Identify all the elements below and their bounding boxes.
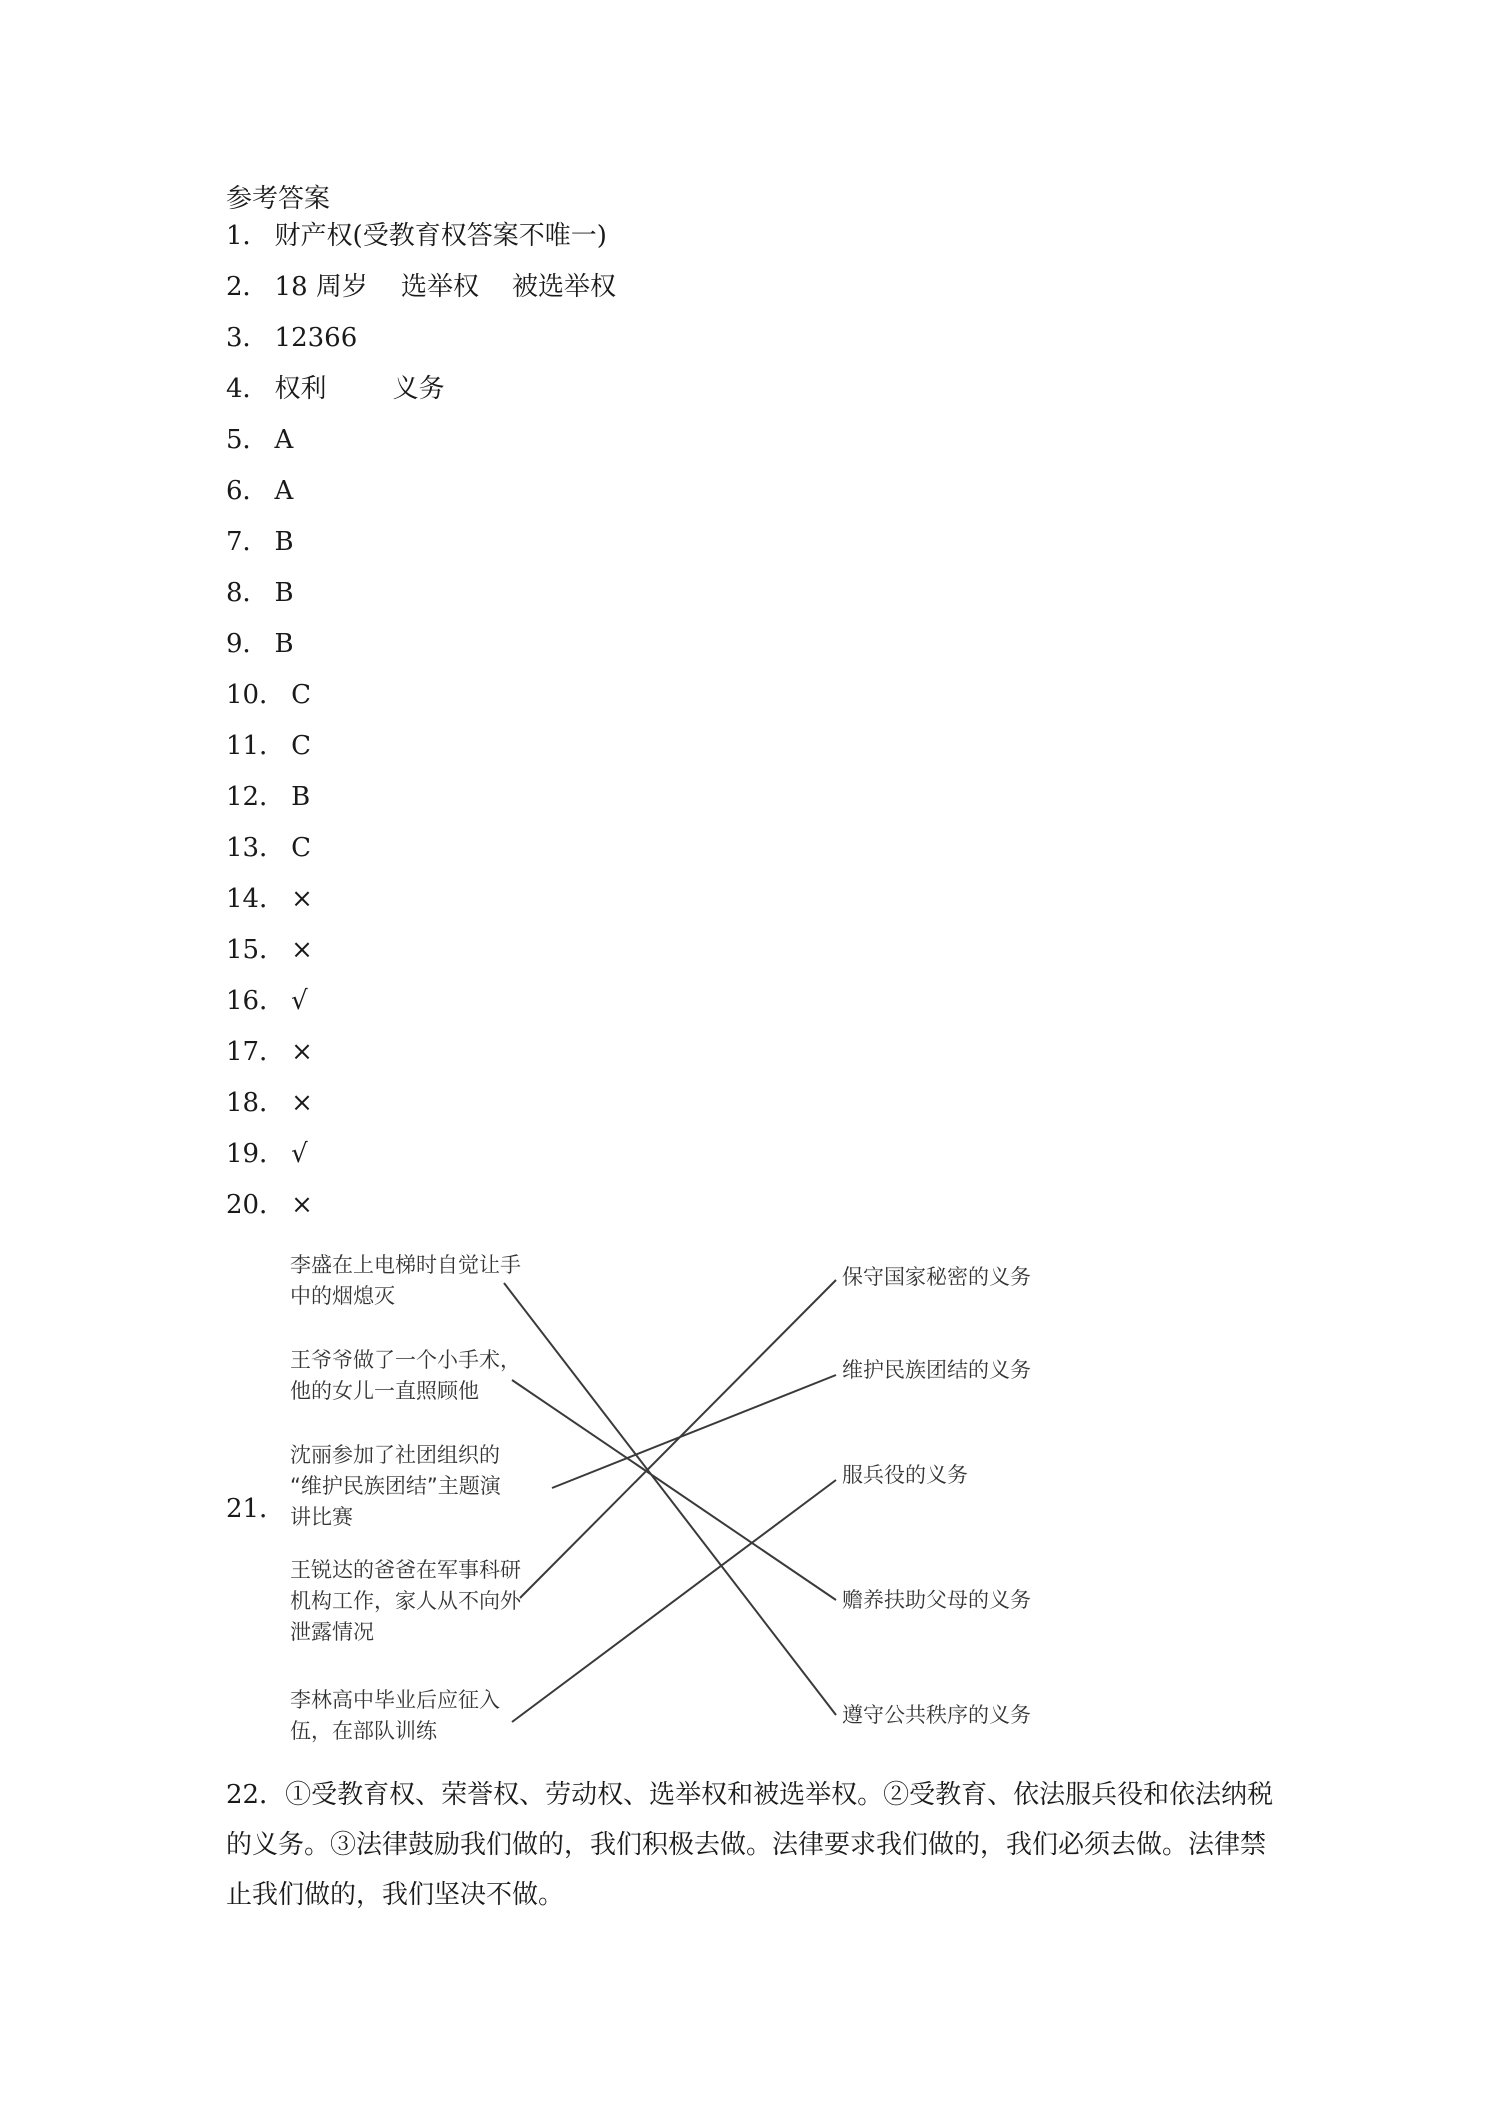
answer-text: B xyxy=(274,578,294,608)
answer-number: 4． xyxy=(226,374,269,404)
answer-number: 14． xyxy=(226,884,286,914)
match-right-3: 服兵役的义务 xyxy=(842,1463,968,1487)
answer-text: √ xyxy=(291,986,308,1016)
answer-text: × xyxy=(291,1190,313,1220)
answer-number: 2． xyxy=(226,272,269,302)
match-right-2: 维护民族团结的义务 xyxy=(842,1358,1031,1382)
match-line-1 xyxy=(504,1283,836,1715)
match-left-3: 沈丽参加了社团组织的 “维护民族团结”主题演 讲比赛 xyxy=(290,1443,501,1529)
answer-text: × xyxy=(291,884,313,914)
answer-number: 12． xyxy=(226,782,286,812)
answer-text: 12366 xyxy=(274,323,358,353)
answer-text: × xyxy=(291,935,313,965)
answer-number: 17． xyxy=(226,1037,286,1067)
answer-text: B xyxy=(274,629,294,659)
answer-text: 权利 义务 xyxy=(274,374,445,404)
q21-number: 21． xyxy=(226,1494,286,1524)
answer-number: 1． xyxy=(226,221,269,251)
answer-number: 18． xyxy=(226,1088,286,1118)
answer-text: C xyxy=(291,731,311,761)
answer-text: √ xyxy=(291,1139,308,1169)
answer-number: 3． xyxy=(226,323,269,353)
answer-number: 10． xyxy=(226,680,286,710)
answer-text: A xyxy=(274,476,294,506)
answer-text: C xyxy=(291,680,311,710)
match-right-5: 遵守公共秩序的义务 xyxy=(842,1703,1031,1727)
answer-number: 6． xyxy=(226,476,269,506)
answer-number: 13． xyxy=(226,833,286,863)
answer-number: 19． xyxy=(226,1139,286,1169)
match-line-4 xyxy=(520,1280,836,1598)
match-line-3 xyxy=(552,1375,836,1488)
match-line-5 xyxy=(512,1480,836,1722)
answer-text: × xyxy=(291,1088,313,1118)
match-line-2 xyxy=(512,1380,836,1600)
answer-text: 财产权(受教育权答案不唯一) xyxy=(274,221,607,251)
match-left-4: 王锐达的爸爸在军事科研 机构工作，家人从不向外 泄露情况 xyxy=(290,1558,521,1644)
answer-number: 20． xyxy=(226,1190,286,1220)
match-left-1: 李盛在上电梯时自觉让手 中的烟熄灭 xyxy=(290,1253,521,1308)
answer-number: 5． xyxy=(226,425,269,455)
match-right-1: 保守国家秘密的义务 xyxy=(842,1265,1031,1289)
answer-number: 9． xyxy=(226,629,269,659)
answer-text: C xyxy=(291,833,311,863)
match-left-2: 王爷爷做了一个小手术， 他的女儿一直照顾他 xyxy=(290,1348,521,1403)
answer-number: 7． xyxy=(226,527,269,557)
match-left-5: 李林高中毕业后应征入 伍，在部队训练 xyxy=(290,1688,500,1743)
answer-number: 15． xyxy=(226,935,286,965)
answer-number: 11． xyxy=(226,731,286,761)
answer-number: 8． xyxy=(226,578,269,608)
answer-text: × xyxy=(291,1037,313,1067)
answer-number: 16． xyxy=(226,986,286,1016)
answer-text: 18 周岁 选举权 被选举权 xyxy=(274,272,617,302)
answer-text: B xyxy=(291,782,311,812)
match-right-4: 赡养扶助父母的义务 xyxy=(842,1588,1031,1612)
page-title: 参考答案 xyxy=(226,184,331,214)
answer-text: B xyxy=(274,527,294,557)
answer-text: A xyxy=(274,425,294,455)
q22-answer: 22．①受教育权、荣誉权、劳动权、选举权和被选举权。②受教育、依法服兵役和依法纳税的义务。③法律鼓励我们做的，我们积极去做。法律要求我们做的，我们必须去做。法律禁止我们做的，我们坚决不做。 xyxy=(226,1780,1274,1910)
